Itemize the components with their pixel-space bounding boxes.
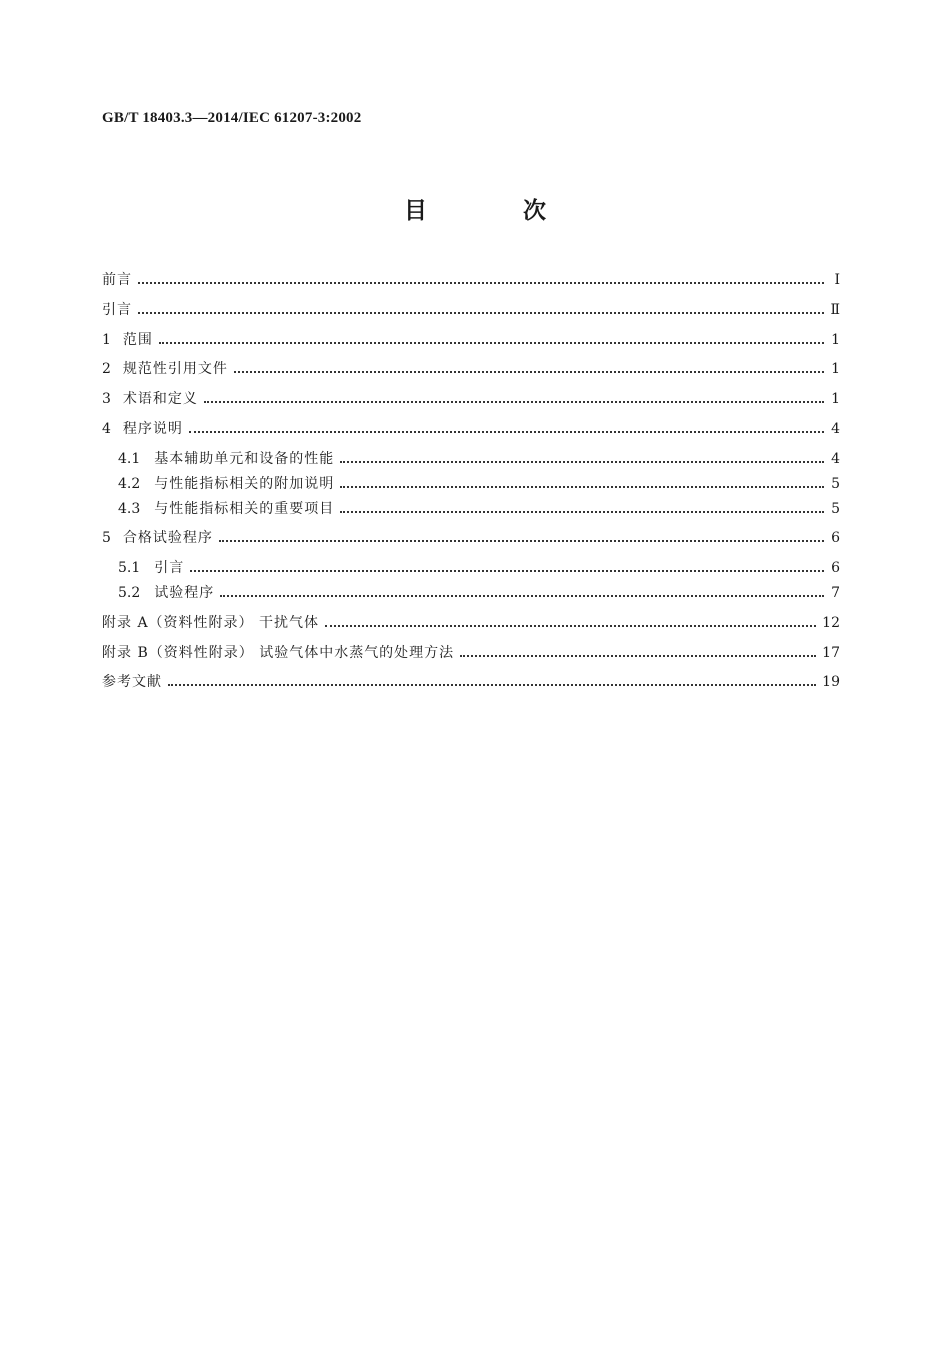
dot-leader xyxy=(340,511,824,513)
toc-entry-text: 引言 xyxy=(102,301,132,318)
toc-entry-introduction[interactable] xyxy=(102,300,840,320)
toc-entry-bibliography[interactable] xyxy=(102,672,840,692)
toc-entry-page: 6 xyxy=(831,530,840,547)
toc-entry-page: 7 xyxy=(831,585,840,601)
toc-entry-label xyxy=(102,528,219,548)
toc-entry-annex-b[interactable] xyxy=(102,643,840,663)
toc-entry-text: 程序说明 xyxy=(122,420,183,437)
toc-entry-section-4-2[interactable] xyxy=(102,474,840,494)
toc-entry-label xyxy=(102,359,234,379)
toc-entry-page: 5 xyxy=(831,475,840,492)
toc-entry-label xyxy=(102,389,204,409)
toc-entry-label xyxy=(102,330,159,350)
toc-entry-preface[interactable] xyxy=(102,270,840,290)
dot-leader xyxy=(340,461,824,463)
dot-leader xyxy=(159,342,824,344)
toc-entry-section-3[interactable] xyxy=(102,389,840,409)
dot-leader xyxy=(190,570,824,572)
table-of-contents xyxy=(102,270,840,702)
toc-entry-section-2[interactable] xyxy=(102,359,840,379)
dot-leader xyxy=(138,312,824,314)
dot-leader xyxy=(460,655,816,657)
dot-leader xyxy=(325,625,816,627)
toc-entry-number: 5.2 xyxy=(118,585,141,601)
toc-entry-number: 2 xyxy=(102,361,111,378)
toc-entry-number: 5.1 xyxy=(118,560,141,576)
toc-entry-text: 规范性引用文件 xyxy=(122,361,228,378)
toc-entry-page: 5 xyxy=(831,500,840,517)
toc-entry-text: 基本辅助单元和设备的性能 xyxy=(154,450,335,467)
toc-entry-section-4-1[interactable] xyxy=(102,449,840,469)
toc-entry-label xyxy=(118,558,190,578)
toc-entry-label xyxy=(102,419,189,439)
toc-entry-annex-a[interactable] xyxy=(102,613,840,633)
toc-entry-text: 前言 xyxy=(102,272,132,288)
toc-entry-text: 引言 xyxy=(154,560,185,576)
toc-entry-label xyxy=(118,499,340,519)
toc-entry-page: Ⅰ xyxy=(834,272,840,288)
toc-entry-label xyxy=(102,643,460,663)
toc-entry-section-5[interactable] xyxy=(102,528,840,548)
toc-entry-section-1[interactable] xyxy=(102,330,840,350)
toc-entry-page: 1 xyxy=(831,361,840,378)
toc-entry-text: 参考文献 xyxy=(102,674,162,691)
toc-entry-number: 4.3 xyxy=(118,500,141,517)
toc-entry-label xyxy=(118,583,220,603)
toc-entry-number: 4.1 xyxy=(118,450,141,467)
toc-entry-text: 试验程序 xyxy=(154,585,215,601)
toc-entry-label xyxy=(118,449,340,469)
toc-entry-text: 附录 A（资料性附录） 干扰气体 xyxy=(102,614,320,631)
toc-entry-page: 12 xyxy=(822,614,840,631)
dot-leader xyxy=(204,401,824,403)
dot-leader xyxy=(168,684,816,686)
dot-leader xyxy=(138,282,824,284)
page-title: 目 次 xyxy=(403,198,590,224)
toc-entry-section-5-2[interactable] xyxy=(102,583,840,603)
toc-entry-text: 与性能指标相关的重要项目 xyxy=(154,500,335,517)
dot-leader xyxy=(340,486,824,488)
document-header: GB/T 18403.3—2014/IEC 61207-3:2002 xyxy=(102,110,362,126)
dot-leader xyxy=(219,540,824,542)
toc-entry-number: 5 xyxy=(102,530,111,547)
dot-leader xyxy=(220,595,824,597)
toc-entry-label xyxy=(102,672,168,692)
toc-entry-section-5-1[interactable] xyxy=(102,558,840,578)
toc-entry-section-4[interactable] xyxy=(102,419,840,439)
toc-entry-page: 1 xyxy=(831,391,840,407)
toc-entry-label xyxy=(102,300,138,320)
toc-entry-page: 1 xyxy=(831,331,840,348)
toc-entry-number: 4.2 xyxy=(118,475,141,492)
toc-entry-section-4-3[interactable] xyxy=(102,499,840,519)
toc-entry-label xyxy=(102,270,138,290)
toc-entry-page: 19 xyxy=(822,674,840,691)
toc-entry-text: 与性能指标相关的附加说明 xyxy=(154,475,335,492)
dot-leader xyxy=(189,431,824,433)
toc-entry-page: 4 xyxy=(831,450,840,467)
toc-entry-number: 4 xyxy=(102,420,111,437)
toc-entry-text: 合格试验程序 xyxy=(122,530,213,547)
dot-leader xyxy=(234,371,824,373)
toc-entry-text: 附录 B（资料性附录） 试验气体中水蒸气的处理方法 xyxy=(102,644,455,661)
toc-entry-page: Ⅱ xyxy=(830,301,840,318)
toc-entry-label xyxy=(118,474,340,494)
toc-entry-text: 范围 xyxy=(122,331,153,348)
toc-entry-page: 4 xyxy=(831,420,840,437)
toc-entry-page: 17 xyxy=(822,644,840,661)
toc-entry-text: 术语和定义 xyxy=(122,391,198,407)
toc-entry-number: 1 xyxy=(102,331,111,348)
toc-entry-page: 6 xyxy=(831,560,840,576)
toc-entry-label xyxy=(102,613,325,633)
toc-entry-number: 3 xyxy=(102,391,111,407)
